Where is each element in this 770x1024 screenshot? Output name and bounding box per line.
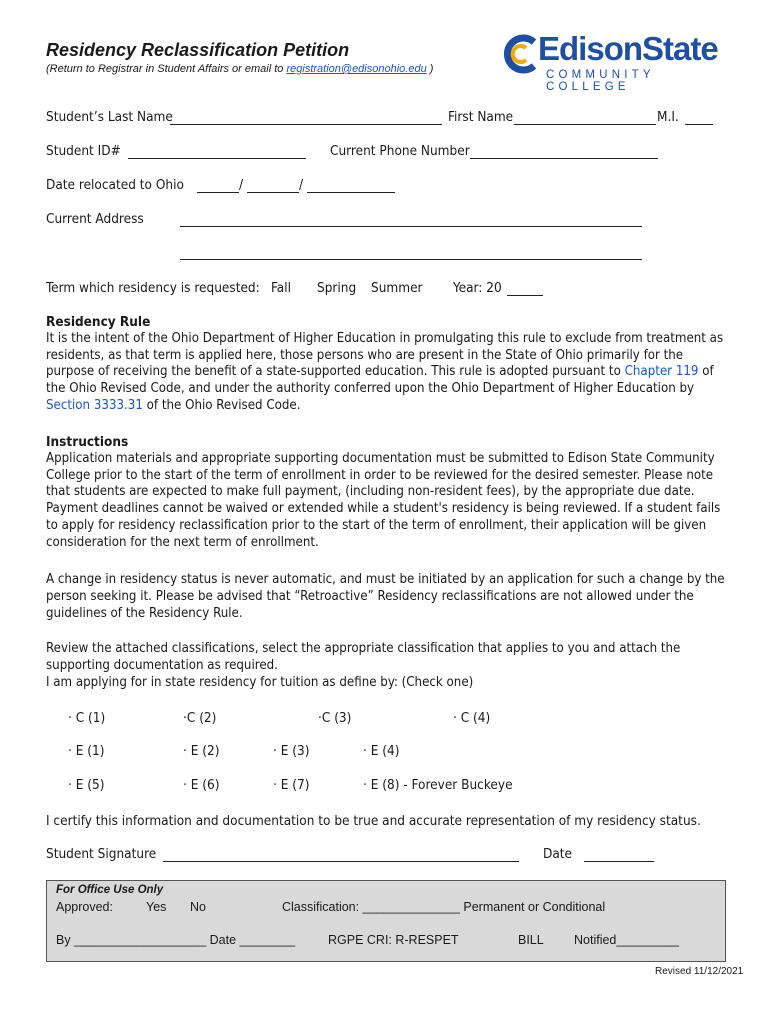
term-fall-option[interactable]: Fall	[271, 280, 291, 296]
option-c1[interactable]: · C (1)	[68, 710, 106, 726]
approved-label: Approved:	[56, 900, 113, 914]
relocated-day-field[interactable]	[247, 192, 299, 193]
option-e5[interactable]: · E (5)	[68, 777, 105, 793]
rule-text-part-2: of the Ohio Revised Code, and under the authority conferred upon the Ohio Department of Higher Education by	[46, 364, 714, 397]
check-one-text: I am applying for in state residency for tuition as define by: (Check one)	[46, 674, 474, 690]
student-id-label: Student ID#	[46, 143, 121, 159]
mi-field[interactable]	[685, 124, 713, 125]
address-line-1-field[interactable]	[180, 226, 642, 227]
option-e7[interactable]: · E (7)	[273, 777, 310, 793]
option-e8[interactable]: · E (8) - Forever Buckeye	[363, 777, 513, 793]
instructions-heading: Instructions	[46, 434, 129, 450]
revised-date: Revised 11/12/2021	[655, 966, 744, 977]
option-c4[interactable]: · C (4)	[453, 710, 491, 726]
instructions-para-2: A change in residency status is never automatic, and must be initiated by an application for such a change by the person seeking it. Please be advised that “Retroactive” Residency reclassifications are not allowed under the guidelines of the Residency Rule.	[46, 572, 725, 621]
date-relocated-label: Date relocated to Ohio	[46, 177, 184, 193]
instructions-para-1: Application materials and appropriate supporting documentation must be submitted to Edison State Community College prior to the start of the term of enrollment in order to be reviewed for the desired semester. Please note that students are expected to make full payment, (including non-resident fees), by the appropriate due date. Payment deadlines cannot be waived or extended while a student's residency is being reviewed. If a student fails to apply for residency reclassification prior to the start of the term of enrollment, their application will be given consideration for the next term of enrollment.	[46, 450, 721, 550]
notified-line[interactable]: Notified_________	[574, 933, 679, 947]
last-name-label: Student’s Last Name	[46, 109, 173, 125]
rule-text-part-1: It is the intent of the Ohio Department of Higher Education in promulgating this rule to exclude from treatment as residents, as that term is applied here, those persons who are present in the State of Ohio primarily for the purpose of receiving the benefit of a state-supported education. This rule is adopted pursuant to	[46, 330, 724, 380]
subtitle-prefix: (Return to Registrar in Student Affairs or email to	[46, 63, 287, 75]
signature-label: Student Signature	[46, 846, 157, 862]
option-e4[interactable]: · E (4)	[363, 743, 400, 759]
review-classifications-text: Review the attached classifications, select the appropriate classification that applies to you and attach the supporting documentation as required.	[46, 641, 681, 673]
date-slash-1: /	[239, 177, 244, 193]
phone-field[interactable]	[470, 158, 658, 159]
residency-rule-section	[46, 314, 726, 415]
mi-label: M.I.	[657, 109, 679, 125]
section-3333-31-link[interactable]: Section 3333.31	[46, 397, 143, 413]
return-instructions	[46, 63, 433, 75]
option-e6[interactable]: · E (6)	[183, 777, 220, 793]
residency-rule-text	[46, 331, 726, 415]
by-date-line[interactable]: By ___________________ Date ________	[56, 933, 296, 947]
option-e3[interactable]: · E (3)	[273, 743, 310, 759]
signature-date-field[interactable]	[584, 861, 654, 862]
term-spring-option[interactable]: Spring	[317, 280, 357, 296]
student-id-field[interactable]	[128, 158, 306, 159]
approved-yes[interactable]: Yes	[146, 900, 167, 914]
page-title: Residency Reclassification Petition	[46, 40, 350, 60]
phone-label: Current Phone Number	[330, 143, 470, 159]
logo-sub-text: COMMUNITY COLLEGE	[546, 69, 655, 93]
relocated-year-field[interactable]	[307, 192, 395, 193]
registrar-email-link[interactable]: registration@edisonohio.edu	[286, 63, 427, 75]
term-summer-option[interactable]: Summer	[371, 280, 423, 296]
instructions-section	[46, 434, 726, 552]
certify-statement: I certify this information and documentation to be true and accurate representation of my residency status.	[46, 813, 701, 829]
year-label: Year: 20	[453, 280, 502, 296]
rule-text-part-3: of the Ohio Revised Code.	[142, 397, 301, 413]
approved-no[interactable]: No	[190, 900, 206, 914]
chapter-119-link[interactable]: Chapter 119	[624, 364, 699, 380]
rgpe-label: RGPE CRI: R-RESPET	[328, 933, 459, 947]
office-use-box	[46, 880, 726, 962]
first-name-label: First Name	[448, 109, 514, 125]
address-line-2-field[interactable]	[180, 259, 642, 260]
first-name-field[interactable]	[514, 124, 656, 125]
year-field[interactable]	[507, 295, 543, 296]
office-use-heading: For Office Use Only	[56, 884, 164, 896]
option-e1[interactable]: · E (1)	[68, 743, 105, 759]
logo-mark-icon	[500, 34, 540, 74]
logo-brand-text: EdisonState	[538, 30, 718, 67]
instructions-para-3	[46, 641, 726, 691]
term-label: Term which residency is requested:	[46, 280, 260, 296]
residency-rule-heading: Residency Rule	[46, 314, 151, 330]
subtitle-suffix: )	[426, 63, 434, 75]
signature-date-label: Date	[543, 846, 573, 862]
date-slash-2: /	[299, 177, 304, 193]
option-c3[interactable]: ·C (3)	[318, 710, 352, 726]
signature-field[interactable]	[163, 861, 519, 862]
bill-label: BILL	[518, 933, 544, 947]
option-c2[interactable]: ·C (2)	[183, 710, 217, 726]
option-e2[interactable]: · E (2)	[183, 743, 220, 759]
edison-state-logo	[500, 30, 724, 93]
classification-line[interactable]: Classification: ______________ Permanent or Conditional	[282, 900, 606, 914]
address-label: Current Address	[46, 211, 144, 227]
last-name-field[interactable]	[170, 124, 442, 125]
relocated-month-field[interactable]	[197, 192, 239, 193]
